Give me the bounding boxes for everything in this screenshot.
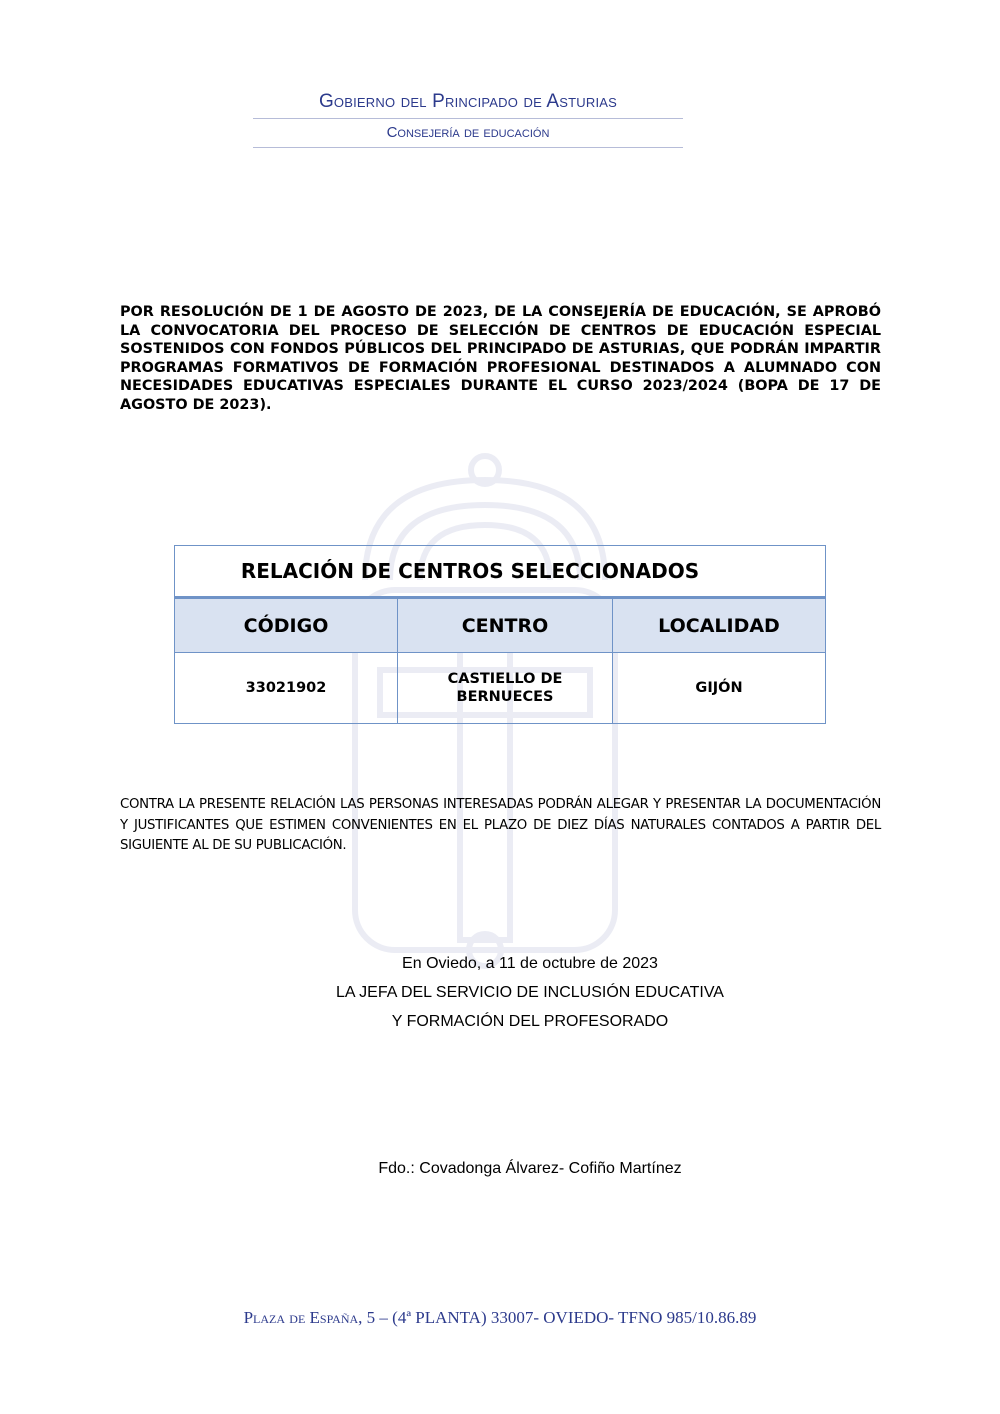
cell-codigo: 33021902 <box>175 653 398 724</box>
allegation-notice: CONTRA LA PRESENTE RELACIÓN LAS PERSONAS INTERESADAS PODRÁN ALEGAR Y PRESENTAR LA DOCUMENTACIÓN Y JUSTIFICANTES QUE ESTIMEN CONVENIENTES EN EL PLAZO DE DIEZ DÍAS NATURALES CONTADOS A PARTIR DEL SIGUIENTE AL DE SU PUBLICACIÓN. <box>120 797 881 853</box>
column-header-localidad: LOCALIDAD <box>613 598 826 653</box>
place-date: En Oviedo, a 11 de octubre de 2023 <box>402 955 658 972</box>
column-header-centro: CENTRO <box>398 598 613 653</box>
resolution-intro: POR RESOLUCIÓN DE 1 DE AGOSTO DE 2023, DE LA CONSEJERÍA DE EDUCACIÓN, SE APROBÓ LA CONVOCATORIA DEL PROCESO DE SELECCIÓN DE CENTROS DE EDUCACIÓN ESPECIAL SOSTENIDOS CON FONDOS PÚBLICOS DEL PRINCIPADO DE ASTURIAS, QUE PODRÁN IMPARTIR PROGRAMAS FORMATIVOS DE FORMACIÓN PROFESIONAL DESTINADOS A ALUMNADO CON NECESIDADES EDUCATIVAS ESPECIALES DURANTE EL CURSO 2023/2024 (BOPA DE 17 DE AGOSTO DE 2023). <box>120 304 881 413</box>
table-title: RELACIÓN DE CENTROS SELECCIONADOS <box>175 546 826 598</box>
column-header-codigo: CÓDIGO <box>175 598 398 653</box>
signer-role-line2: Y FORMACIÓN DEL PROFESORADO <box>391 1013 669 1030</box>
header-rule-bottom <box>253 147 683 148</box>
signed-by: Fdo.: Covadonga Álvarez- Cofiño Martínez <box>378 1160 682 1177</box>
department-name: Consejería de educación <box>386 124 550 141</box>
header-rule <box>253 118 683 119</box>
selected-centers-table <box>174 545 826 724</box>
cell-centro: CASTIELLO DE BERNUECES <box>398 653 613 724</box>
government-name: Gobierno del Principado de Asturias <box>318 91 618 112</box>
cell-localidad: GIJÓN <box>613 653 826 724</box>
letterhead <box>253 88 683 148</box>
table-row <box>175 653 826 724</box>
footer-address: Plaza de España, 5 – (4ª PLANTA) 33007- OVIEDO- TFNO 985/10.86.89 <box>243 1308 757 1327</box>
signer-role-line1: LA JEFA DEL SERVICIO DE INCLUSIÓN EDUCATIVA <box>336 984 724 1001</box>
